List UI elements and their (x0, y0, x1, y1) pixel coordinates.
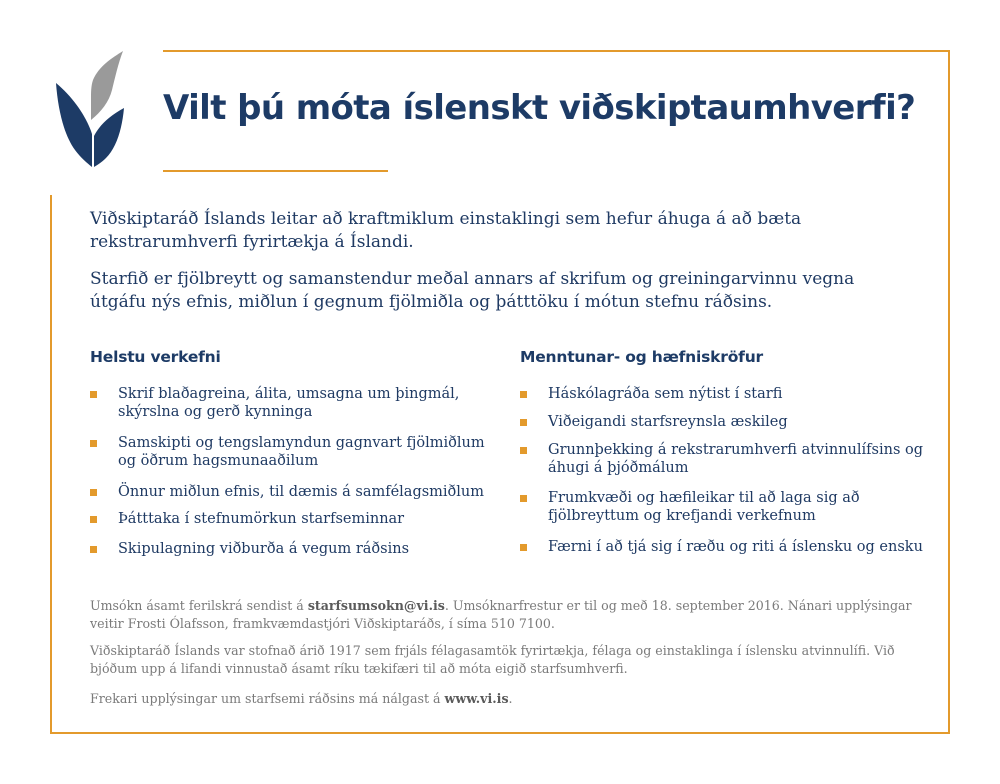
requirements-heading: Menntunar- og hæfniskröfur (520, 348, 763, 366)
list-item-text: Önnur miðlun efnis, til dæmis á samfélagsmiðlum (118, 484, 485, 500)
tasks-heading: Helstu verkefni (90, 348, 221, 366)
list-item (520, 441, 930, 477)
leaf-logo-icon (54, 50, 126, 168)
list-item-text: Háskólagráða sem nýtist í starfi (548, 386, 783, 402)
application-text: Umsókn ásamt ferilskrá sendist á (90, 598, 308, 613)
square-bullet-icon (520, 544, 527, 551)
frame-right-border (948, 50, 950, 734)
square-bullet-icon (90, 489, 97, 496)
requirements-section (520, 348, 930, 566)
title-underline (163, 170, 388, 172)
frame-top-border (163, 50, 950, 52)
tasks-section (90, 348, 490, 568)
square-bullet-icon (90, 391, 97, 398)
list-item (520, 538, 930, 556)
list-item (90, 483, 490, 501)
square-bullet-icon (520, 391, 527, 398)
list-item-text: Grunnþekking á rekstrarumhverfi atvinnulífsins og áhugi á þjóðmálum (548, 442, 924, 476)
square-bullet-icon (90, 546, 97, 553)
list-item-text: Samskipti og tengslamyndun gagnvart fjölmiðlum og öðrum hagsmunaaðilum (118, 435, 485, 469)
tasks-list (90, 385, 490, 558)
page-title: Vilt þú móta íslenskt viðskiptaumhverfi? (163, 88, 916, 128)
list-item (520, 489, 930, 525)
square-bullet-icon (520, 447, 527, 454)
list-item-text: Færni í að tjá sig í ræðu og riti á íslensku og ensku (548, 539, 923, 555)
frame-left-border (50, 195, 52, 734)
list-item-text: Þátttaka í stefnumörkun starfseminnar (118, 511, 405, 527)
more-info (90, 690, 930, 708)
list-item-text: Frumkvæði og hæfileikar til að laga sig að fjölbreyttum og krefjandi verkefnum (548, 490, 860, 524)
list-item-text: Skrif blaðagreina, álita, umsagna um þingmál, skýrslna og gerð kynninga (118, 386, 460, 420)
list-item (520, 413, 930, 431)
intro-paragraph: Viðskiptaráð Íslands leitar að kraftmiklum einstaklingi sem hefur áhuga á að bæta rekstrarumhverfi fyrirtækja á Íslandi. (90, 209, 802, 252)
list-item (520, 385, 930, 403)
square-bullet-icon (520, 495, 527, 502)
more-info-text: . (508, 691, 513, 706)
square-bullet-icon (90, 440, 97, 447)
list-item-text: Skipulagning viðburða á vegum ráðsins (118, 541, 410, 557)
application-text: . Umsóknarfrestur er til og með 18. september 2016. Nánari upplýsingar veitir Frosti Ólafsson, framkvæmdastjóri Viðskiptaráðs, í síma 510 7100. (90, 598, 912, 631)
square-bullet-icon (90, 516, 97, 523)
square-bullet-icon (520, 419, 527, 426)
about-info: Viðskiptaráð Íslands var stofnað árið 1917 sem frjáls félagasamtök fyrirtækja, félaga og einstaklinga í íslensku atvinnulífi. Við bjóðum upp á lifandi vinnustað ásamt ríku tækifæri til að móta eigið starfsumhverfi. (90, 643, 895, 676)
list-item (90, 434, 490, 470)
more-info-text: Frekari upplýsingar um starfsemi ráðsins má nálgast á (90, 691, 445, 706)
list-item (90, 510, 490, 528)
email-link[interactable]: starfsumsokn@vi.is (307, 598, 445, 613)
intro-paragraph: Starfið er fjölbreytt og samanstendur meðal annars af skrifum og greiningarvinnu vegna útgáfu nýs efnis, miðlun í gegnum fjölmiðla og þátttöku í mótun stefnu ráðsins. (90, 269, 855, 312)
list-item (90, 540, 490, 558)
list-item (90, 385, 490, 421)
website-link[interactable]: www.vi.is (444, 691, 509, 706)
list-item-text: Viðeigandi starfsreynsla æskileg (548, 414, 788, 430)
application-info (90, 597, 930, 633)
frame-bottom-border (50, 732, 950, 734)
requirements-list (520, 385, 930, 556)
